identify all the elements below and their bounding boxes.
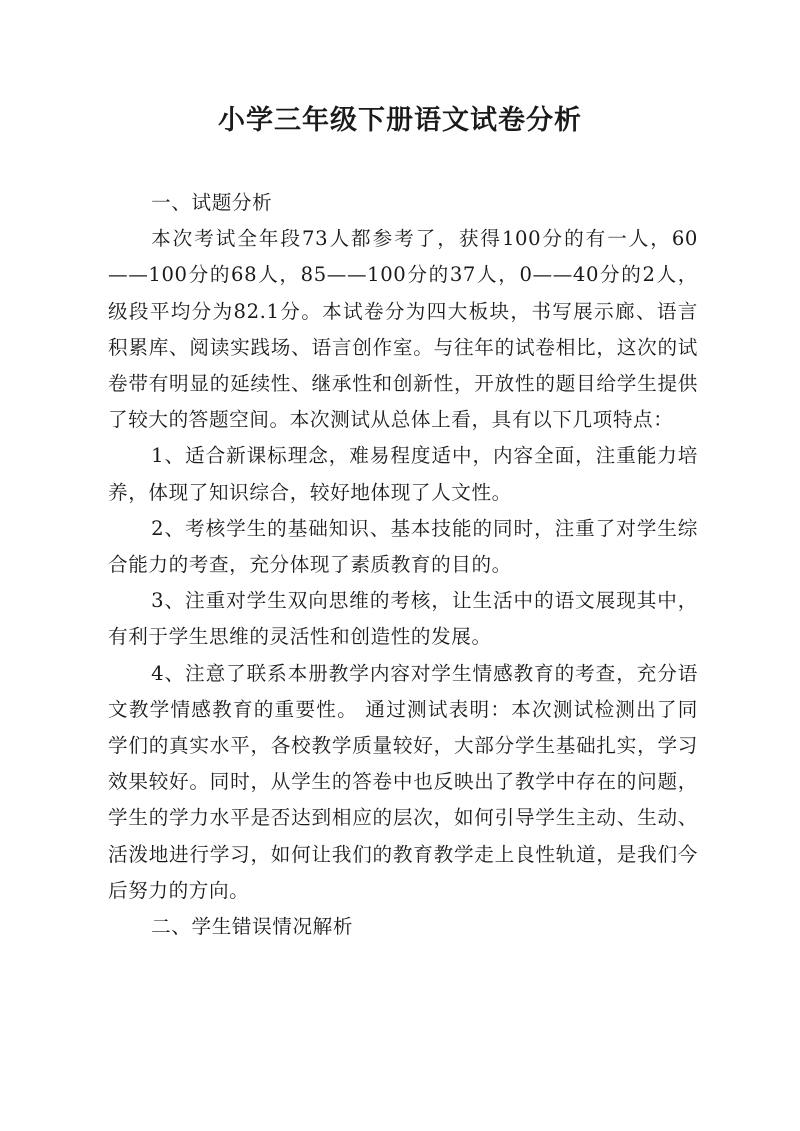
paragraph-exam-overview: 本次考试全年段73人都参考了，获得100分的有一人，60——100分的68人，85——100分的37人，0——40分的2人，级段平均分为82.1分。本试卷分为四大板块，书写展示廊、语言积累库、阅读实践场、语言创作室。与往年的试卷相比，这次的试卷带有明显的延续性、继承性和创新性，开放性的题目给学生提供了较大的答题空间。本次测试从总体上看，具有以下几项特点： — [108, 227, 698, 432]
paragraph-feature-3: 3、注重对学生双向思维的考核，让生活中的语文展现其中，有利于学生思维的灵活性和创造性的发展。 — [108, 589, 698, 649]
paragraph-feature-1: 1、适合新课标理念，难易程度适中，内容全面，注重能力培养，体现了知识综合，较好地体现了人文性。 — [108, 444, 698, 504]
paragraph-feature-2: 2、考核学生的基础知识、基本技能的同时，注重了对学生综合能力的考查，充分体现了素质教育的目的。 — [108, 516, 698, 577]
section-heading-test-analysis: 一、试题分析 — [151, 191, 273, 214]
document-title: 小学三年级下册语文试卷分析 — [218, 105, 582, 136]
paragraph-feature-4: 4、注意了联系本册教学内容对学生情感教育的考查，充分语文教学情感教育的重要性。 通过测试表明：本次测试检测出了同学们的真实水平，各校教学质量较好，大部分学生基础扎实，学习效果较好。同时，从学生的答卷中也反映出了教学中存在的问题，学生的学力水平是否达到相应的层次，如何引导学生主动、生动、活泼地进行学习，如何让我们的教育教学走上良性轨道，是我们今后努力的方向。 — [108, 661, 698, 902]
section-heading-error-analysis: 二、学生错误情况解析 — [151, 915, 354, 939]
document-body — [108, 185, 698, 945]
